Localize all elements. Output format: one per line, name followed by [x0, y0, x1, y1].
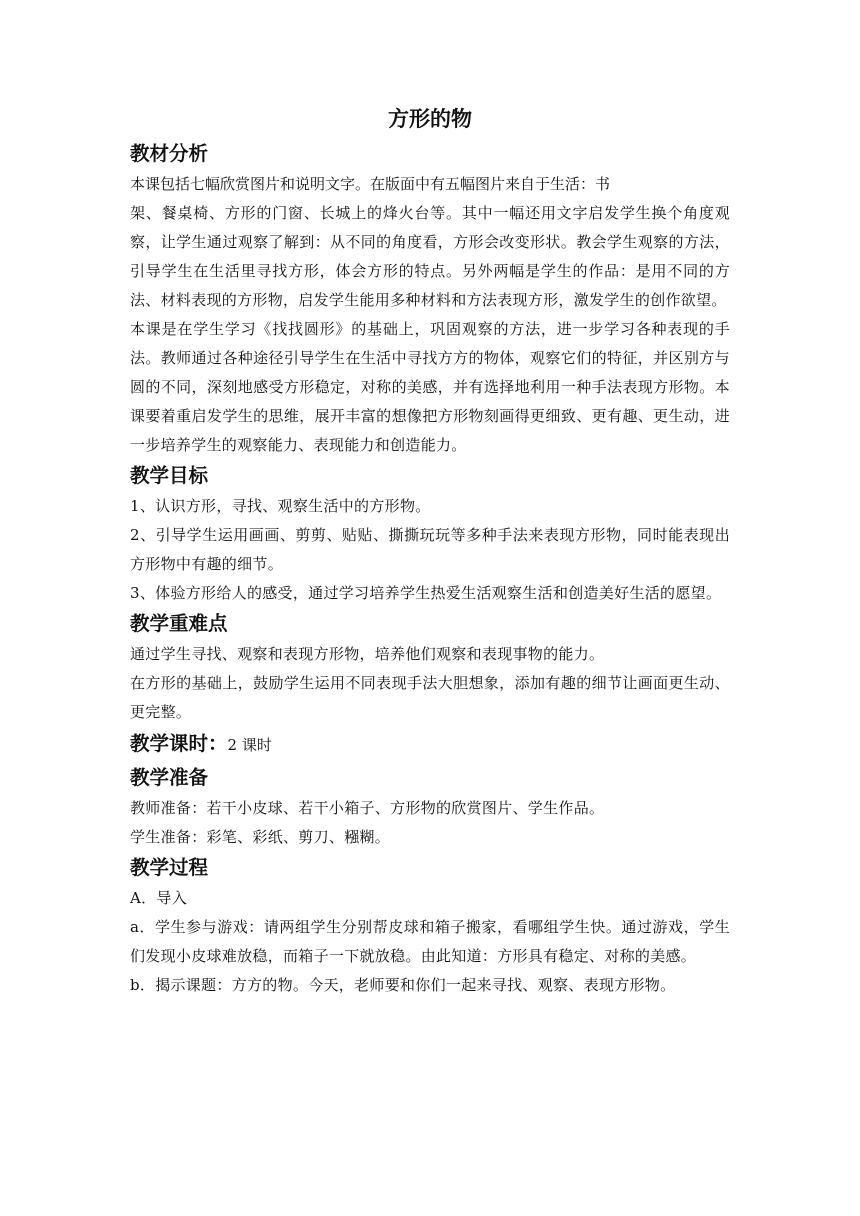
analysis-paragraph: 架、餐桌椅、方形的门窗、长城上的烽火台等。其中一幅还用文字启发学生换个角度观察，让学生通过观察了解到：从不同的角度看，方形会改变形状。教会学生观察的方法，引导学生在生活里寻找方形，体会方形的特点。另外两幅是学生的作品：是用不同的方法、材料表现的方形物，启发学生能用多种材料和方法表现方形，激发学生的创作欲望。 — [130, 204, 730, 309]
analysis-paragraph: 本课包括七幅欣赏图片和说明文字。在版面中有五幅图片来自于生活：书 — [130, 175, 611, 193]
process-item: b．揭示课题：方方的物。今天，老师要和你们一起来寻找、观察、表现方形物。 — [130, 976, 676, 994]
teaching-hours — [130, 727, 730, 762]
prep-item: 学生准备：彩笔、彩纸、剪刀、糨糊。 — [130, 828, 391, 846]
section-heading-process: 教学过程 — [130, 856, 209, 879]
section-heading-analysis: 教材分析 — [130, 142, 209, 165]
section-heading-prep: 教学准备 — [130, 766, 209, 789]
teaching-hours-label: 教学课时： — [130, 732, 228, 755]
teaching-hours-value: 2 课时 — [227, 736, 272, 754]
process-item: A．导入 — [130, 889, 188, 907]
keypoint-item: 在方形的基础上，鼓励学生运用不同表现手法大胆想象，添加有趣的细节让画面更生动、更完整。 — [130, 674, 730, 721]
prep-item: 教师准备：若干小皮球、若干小箱子、方形物的欣赏图片、学生作品。 — [130, 799, 605, 817]
analysis-paragraph: 本课是在学生学习《找找圆形》的基础上，巩固观察的方法，进一步学习各种表现的手法。教师通过各种途径引导学生在生活中寻找方方的物体，观察它们的特征，并区别方与圆的不同，深刻地感受方形稳定，对称的美感，并有选择地利用一种手法表现方形物。本课要着重启发学生的思维，展开丰富的想像把方形物刻画得更细致、更有趣、更生动，进一步培养学生的观察能力、表现能力和创造能力。 — [130, 320, 730, 454]
keypoint-item: 通过学生寻找、观察和表现方形物，培养他们观察和表现事物的能力。 — [130, 645, 605, 663]
goal-item: 3、体验方形给人的感受，通过学习培养学生热爱生活观察生活和创造美好生活的愿望。 — [130, 584, 722, 602]
goal-item: 2、引导学生运用画画、剪剪、贴贴、撕撕玩玩等多种手法来表现方形物，同时能表现出方形物中有趣的细节。 — [130, 526, 730, 573]
section-heading-goals: 教学目标 — [130, 464, 209, 487]
document-page — [130, 102, 730, 1000]
process-item: a．学生参与游戏：请两组学生分别帮皮球和箱子搬家，看哪组学生快。通过游戏，学生们发现小皮球难放稳，而箱子一下就放稳。由此知道：方形具有稳定、对称的美感。 — [130, 918, 730, 965]
document-title: 方形的物 — [388, 107, 472, 131]
section-heading-keypoints: 教学重难点 — [130, 612, 228, 635]
goal-item: 1、认识方形，寻找、观察生活中的方形物。 — [130, 497, 431, 515]
